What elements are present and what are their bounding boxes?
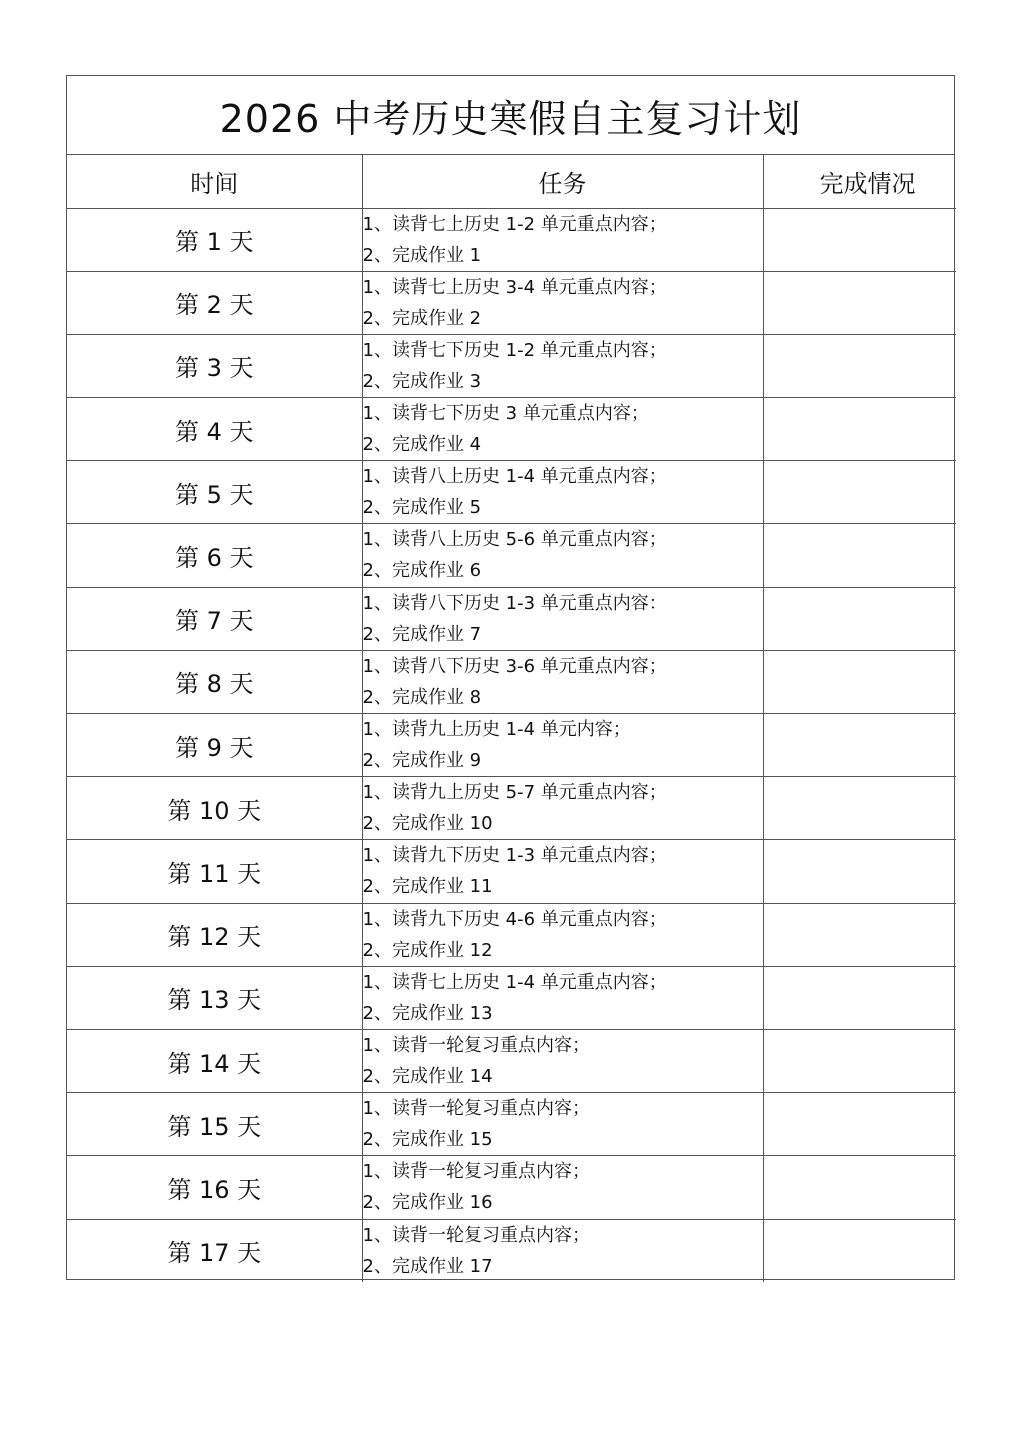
task-cell <box>362 398 763 461</box>
task-cell <box>362 777 763 840</box>
review-plan-sheet <box>66 75 955 1280</box>
task-line-2: 2、完成作业 15 <box>362 1129 493 1151</box>
task-cell <box>362 461 763 524</box>
task-cell <box>362 271 763 334</box>
task-line-1: 1、读背一轮复习重点内容； <box>362 1098 590 1120</box>
day-cell: 第 16 天 <box>67 1156 362 1219</box>
task-line-2: 2、完成作业 7 <box>362 623 482 645</box>
completion-cell[interactable] <box>763 650 956 713</box>
table-row <box>67 650 956 713</box>
day-cell: 第 14 天 <box>67 1029 362 1092</box>
task-line-1: 1、读背八下历史 3-6 单元重点内容； <box>362 655 667 677</box>
task-line-1: 1、读背七下历史 1-2 单元重点内容； <box>362 339 667 361</box>
completion-cell[interactable] <box>763 208 956 271</box>
task-line-1: 1、读背八下历史 1-3 单元重点内容： <box>362 592 667 614</box>
completion-cell[interactable] <box>763 524 956 587</box>
task-line-1: 1、读背九下历史 4-6 单元重点内容； <box>362 908 667 930</box>
day-cell: 第 15 天 <box>67 1093 362 1156</box>
day-cell: 第 10 天 <box>67 777 362 840</box>
table-row <box>67 840 956 903</box>
table-row <box>67 903 956 966</box>
day-cell: 第 2 天 <box>67 271 362 334</box>
task-line-2: 2、完成作业 6 <box>362 560 482 582</box>
plan-table <box>67 155 956 1282</box>
task-line-1: 1、读背一轮复习重点内容； <box>362 1034 590 1056</box>
table-row <box>67 714 956 777</box>
table-row <box>67 966 956 1029</box>
task-line-1: 1、读背九上历史 5-7 单元重点内容； <box>362 782 667 804</box>
task-cell <box>362 903 763 966</box>
task-line-1: 1、读背八上历史 1-4 单元重点内容； <box>362 466 667 488</box>
completion-cell[interactable] <box>763 1219 956 1282</box>
task-line-2: 2、完成作业 16 <box>362 1192 493 1214</box>
task-cell <box>362 966 763 1029</box>
completion-cell[interactable] <box>763 398 956 461</box>
day-cell: 第 17 天 <box>67 1219 362 1282</box>
task-line-2: 2、完成作业 4 <box>362 434 482 456</box>
table-row <box>67 587 956 650</box>
day-cell: 第 11 天 <box>67 840 362 903</box>
task-cell <box>362 1219 763 1282</box>
completion-cell[interactable] <box>763 461 956 524</box>
task-line-1: 1、读背九上历史 1-4 单元内容； <box>362 719 631 740</box>
day-cell: 第 8 天 <box>67 650 362 713</box>
task-line-1: 1、读背七上历史 1-2 单元重点内容； <box>362 213 667 235</box>
header-time: 时间 <box>67 155 362 208</box>
task-line-2: 2、完成作业 13 <box>362 1002 493 1024</box>
table-row <box>67 271 956 334</box>
table-row <box>67 524 956 587</box>
task-cell <box>362 524 763 587</box>
task-line-1: 1、读背八上历史 5-6 单元重点内容； <box>362 529 667 551</box>
day-cell: 第 12 天 <box>67 903 362 966</box>
task-line-2: 2、完成作业 11 <box>362 876 493 898</box>
completion-cell[interactable] <box>763 271 956 334</box>
table-row <box>67 398 956 461</box>
task-line-1: 1、读背一轮复习重点内容； <box>362 1224 590 1246</box>
task-cell <box>362 1156 763 1219</box>
day-cell: 第 1 天 <box>67 208 362 271</box>
task-cell <box>362 587 763 650</box>
task-line-1: 1、读背七下历史 3 单元重点内容； <box>362 403 649 425</box>
completion-cell[interactable] <box>763 1029 956 1092</box>
completion-cell[interactable] <box>763 714 956 777</box>
day-cell: 第 6 天 <box>67 524 362 587</box>
completion-cell[interactable] <box>763 903 956 966</box>
task-line-1: 1、读背九下历史 1-3 单元重点内容； <box>362 845 667 867</box>
task-line-2: 2、完成作业 10 <box>362 813 493 835</box>
table-row <box>67 777 956 840</box>
task-line-1: 1、读背七上历史 1-4 单元重点内容； <box>362 971 667 993</box>
plan-table-body <box>67 208 956 1282</box>
task-line-2: 2、完成作业 3 <box>362 370 482 392</box>
title-row <box>67 76 954 155</box>
task-line-1: 1、读背一轮复习重点内容； <box>362 1161 590 1183</box>
task-line-1: 1、读背七上历史 3-4 单元重点内容； <box>362 276 667 298</box>
task-line-2: 2、完成作业 14 <box>362 1065 493 1087</box>
day-cell: 第 7 天 <box>67 587 362 650</box>
completion-cell[interactable] <box>763 1156 956 1219</box>
task-line-2: 2、完成作业 1 <box>362 244 482 266</box>
header-done: 完成情况 <box>763 155 956 208</box>
page-title: 2026 中考历史寒假自主复习计划 <box>219 96 802 141</box>
task-cell <box>362 714 763 777</box>
table-row <box>67 1219 956 1282</box>
task-cell <box>362 1093 763 1156</box>
task-line-2: 2、完成作业 8 <box>362 686 482 708</box>
task-cell <box>362 650 763 713</box>
completion-cell[interactable] <box>763 334 956 397</box>
task-line-2: 2、完成作业 9 <box>362 750 482 771</box>
task-cell <box>362 208 763 271</box>
task-line-2: 2、完成作业 17 <box>362 1255 493 1277</box>
completion-cell[interactable] <box>763 966 956 1029</box>
header-task: 任务 <box>362 155 763 208</box>
day-cell: 第 4 天 <box>67 398 362 461</box>
task-line-2: 2、完成作业 5 <box>362 497 482 519</box>
completion-cell[interactable] <box>763 840 956 903</box>
completion-cell[interactable] <box>763 777 956 840</box>
task-line-2: 2、完成作业 12 <box>362 939 493 961</box>
task-cell <box>362 1029 763 1092</box>
task-cell <box>362 840 763 903</box>
day-cell: 第 3 天 <box>67 334 362 397</box>
table-header-row <box>67 155 956 208</box>
table-row <box>67 334 956 397</box>
table-row <box>67 208 956 271</box>
table-row <box>67 1156 956 1219</box>
day-cell: 第 9 天 <box>67 714 362 777</box>
table-row <box>67 1093 956 1156</box>
completion-cell[interactable] <box>763 1093 956 1156</box>
completion-cell[interactable] <box>763 587 956 650</box>
task-cell <box>362 334 763 397</box>
table-row <box>67 1029 956 1092</box>
table-row <box>67 461 956 524</box>
day-cell: 第 5 天 <box>67 461 362 524</box>
task-line-2: 2、完成作业 2 <box>362 307 482 329</box>
day-cell: 第 13 天 <box>67 966 362 1029</box>
